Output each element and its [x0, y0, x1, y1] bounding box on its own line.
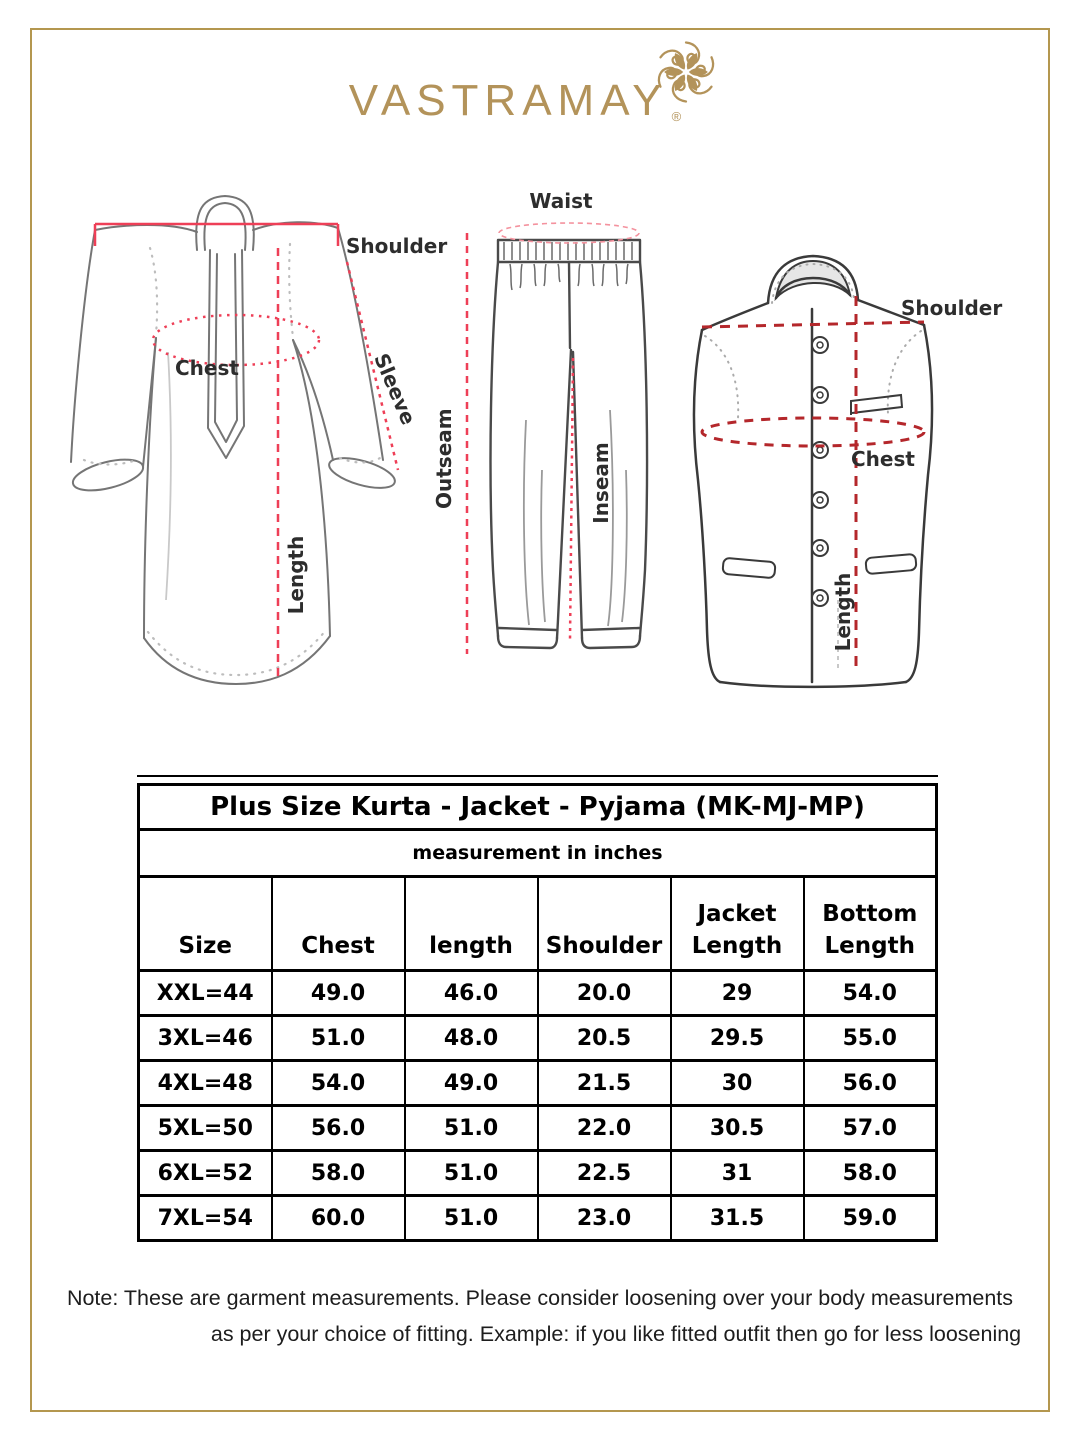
- cell-shoulder: 20.5: [538, 1016, 671, 1061]
- cell-shoulder: 22.5: [538, 1151, 671, 1196]
- kurta-length-label: Length: [284, 535, 308, 615]
- table-row: [139, 1151, 937, 1196]
- cell-length: 49.0: [405, 1061, 538, 1106]
- cell-length: 48.0: [405, 1016, 538, 1061]
- col-header-size: Size: [139, 877, 272, 971]
- cell-length: 46.0: [405, 971, 538, 1016]
- cell-chest: 49.0: [272, 971, 405, 1016]
- cell-size: 4XL=48: [139, 1061, 272, 1106]
- kurta-sleeve-label: Sleeve: [369, 349, 421, 429]
- cell-shoulder: 20.0: [538, 971, 671, 1016]
- cell-size: 6XL=52: [139, 1151, 272, 1196]
- registered-trademark: ®: [671, 109, 682, 124]
- cell-chest: 56.0: [272, 1106, 405, 1151]
- table-row: [139, 1106, 937, 1151]
- pyjama-diagram: [430, 170, 690, 750]
- cell-shoulder: 21.5: [538, 1061, 671, 1106]
- pyjama-outseam-label: Outseam: [432, 408, 456, 509]
- brand-logo: [0, 76, 1030, 126]
- cell-jacket-length: 30: [671, 1061, 804, 1106]
- jacket-shoulder-label: Shoulder: [901, 296, 1003, 320]
- note-line-1: Note: These are garment measurements. Please consider loosening over your body measurements: [66, 1286, 1014, 1310]
- size-chart-table: [137, 783, 938, 1242]
- cell-bottom-length: 54.0: [804, 971, 937, 1016]
- col-header-length: length: [405, 877, 538, 971]
- table-subtitle: measurement in inches: [139, 830, 937, 877]
- cell-bottom-length: 59.0: [804, 1196, 937, 1241]
- cell-bottom-length: 58.0: [804, 1151, 937, 1196]
- kurta-shoulder-label: Shoulder: [346, 234, 448, 258]
- cell-bottom-length: 55.0: [804, 1016, 937, 1061]
- cell-jacket-length: 29: [671, 971, 804, 1016]
- cell-chest: 51.0: [272, 1016, 405, 1061]
- note-line-2: as per your choice of fitting. Example: if you like fitted outfit then go for less loosening: [210, 1322, 1022, 1346]
- table-title-row: [139, 785, 937, 830]
- jacket-length-label: Length: [831, 572, 855, 652]
- cell-bottom-length: 56.0: [804, 1061, 937, 1106]
- cell-shoulder: 23.0: [538, 1196, 671, 1241]
- cell-size: 7XL=54: [139, 1196, 272, 1241]
- cell-jacket-length: 29.5: [671, 1016, 804, 1061]
- jacket-chest-label: Chest: [851, 447, 915, 471]
- cell-shoulder: 22.0: [538, 1106, 671, 1151]
- cell-chest: 58.0: [272, 1151, 405, 1196]
- table-row: [139, 971, 937, 1016]
- cell-length: 51.0: [405, 1106, 538, 1151]
- cell-length: 51.0: [405, 1151, 538, 1196]
- kurta-chest-label: Chest: [175, 356, 239, 380]
- col-header-chest: Chest: [272, 877, 405, 971]
- cell-bottom-length: 57.0: [804, 1106, 937, 1151]
- cell-size: 5XL=50: [139, 1106, 272, 1151]
- table-row: [139, 1016, 937, 1061]
- table-row: [139, 1061, 937, 1106]
- cell-size: 3XL=46: [139, 1016, 272, 1061]
- table-header-row: [139, 877, 937, 971]
- table-row: [139, 1196, 937, 1241]
- pyjama-inseam-label: Inseam: [589, 442, 613, 524]
- cell-size: XXL=44: [139, 971, 272, 1016]
- table-subtitle-row: [139, 830, 937, 877]
- cell-jacket-length: 31.5: [671, 1196, 804, 1241]
- cell-chest: 60.0: [272, 1196, 405, 1241]
- col-header-jacket-length: Jacket Length: [671, 877, 804, 971]
- cell-jacket-length: 30.5: [671, 1106, 804, 1151]
- col-header-bottom-length: Bottom Length: [804, 877, 937, 971]
- pyjama-waist-label: Waist: [529, 189, 593, 213]
- brand-ornament-icon: [648, 34, 724, 110]
- brand-name-text: VASTRAMAY: [348, 76, 668, 125]
- cell-jacket-length: 31: [671, 1151, 804, 1196]
- cell-chest: 54.0: [272, 1061, 405, 1106]
- table-top-rule: [137, 775, 938, 777]
- jacket-diagram: [680, 170, 1003, 750]
- measurement-note: [0, 1286, 1080, 1347]
- table-title: Plus Size Kurta - Jacket - Pyjama (MK-MJ-MP): [139, 785, 937, 830]
- cell-length: 51.0: [405, 1196, 538, 1241]
- col-header-shoulder: Shoulder: [538, 877, 671, 971]
